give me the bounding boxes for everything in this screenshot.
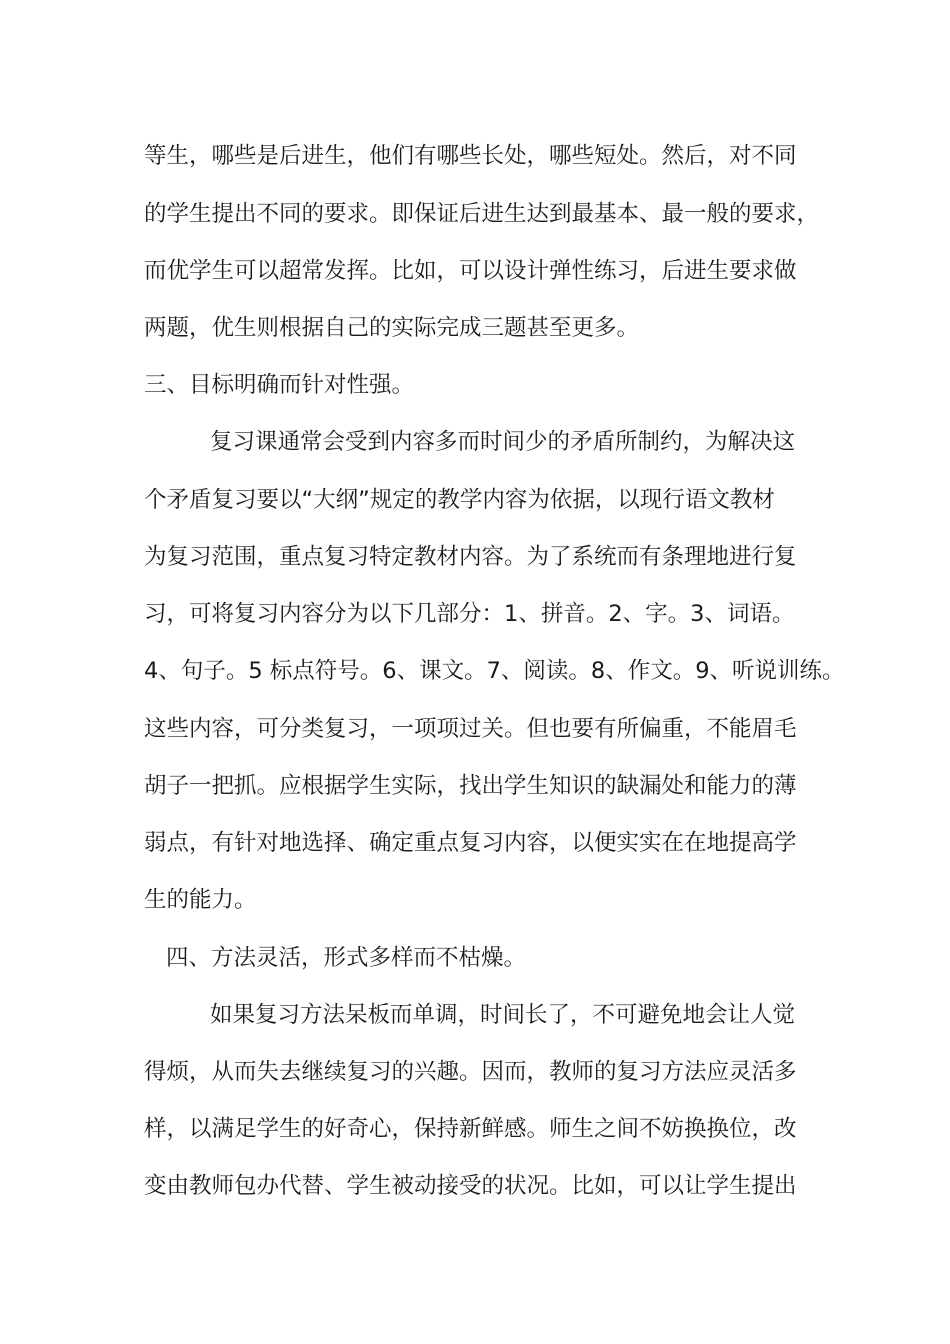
- text-line: 生的能力。: [144, 887, 257, 913]
- text-line: 个矛盾复习要以“大纲”规定的教学内容为依据，以现行语文教材: [144, 487, 775, 513]
- text-line: 4、句子。5 标点符号。6、课文。7、阅读。8、作文。9、听说训练。: [144, 658, 845, 684]
- text-line: 弱点，有针对地选择、确定重点复习内容，以便实实在在地提高学: [144, 830, 797, 856]
- section-heading: 四、方法灵活，形式多样而不枯燥。: [166, 945, 527, 971]
- text-line: 得烦，从而失去继续复习的兴趣。因而，教师的复习方法应灵活多: [144, 1059, 797, 1085]
- section-heading: 三、目标明确而针对性强。: [144, 372, 415, 398]
- text-line: 复习课通常会受到内容多而时间少的矛盾所制约，为解决这: [210, 429, 796, 455]
- text-line: 为复习范围，重点复习特定教材内容。为了系统而有条理地进行复: [144, 544, 797, 570]
- text-line: 而优学生可以超常发挥。比如，可以设计弹性练习，后进生要求做: [144, 258, 797, 284]
- text-line: 的学生提出不同的要求。即保证后进生达到最基本、最一般的要求，: [144, 201, 820, 227]
- text-line: 这些内容，可分类复习，一项项过关。但也要有所偏重，不能眉毛: [144, 716, 797, 742]
- text-line: 等生，哪些是后进生，他们有哪些长处，哪些短处。然后，对不同: [144, 143, 797, 169]
- text-line: 如果复习方法呆板而单调，时间长了，不可避免地会让人觉: [210, 1002, 796, 1028]
- text-line: 样，以满足学生的好奇心，保持新鲜感。师生之间不妨换换位，改: [144, 1116, 797, 1142]
- text-line: 两题，优生则根据自己的实际完成三题甚至更多。: [144, 315, 640, 341]
- text-line: 习，可将复习内容分为以下几部分：1、拼音。2、字。3、词语。: [144, 601, 795, 627]
- text-line: 胡子一把抓。应根据学生实际，找出学生知识的缺漏处和能力的薄: [144, 773, 797, 799]
- text-line: 变由教师包办代替、学生被动接受的状况。比如，可以让学生提出: [144, 1173, 797, 1199]
